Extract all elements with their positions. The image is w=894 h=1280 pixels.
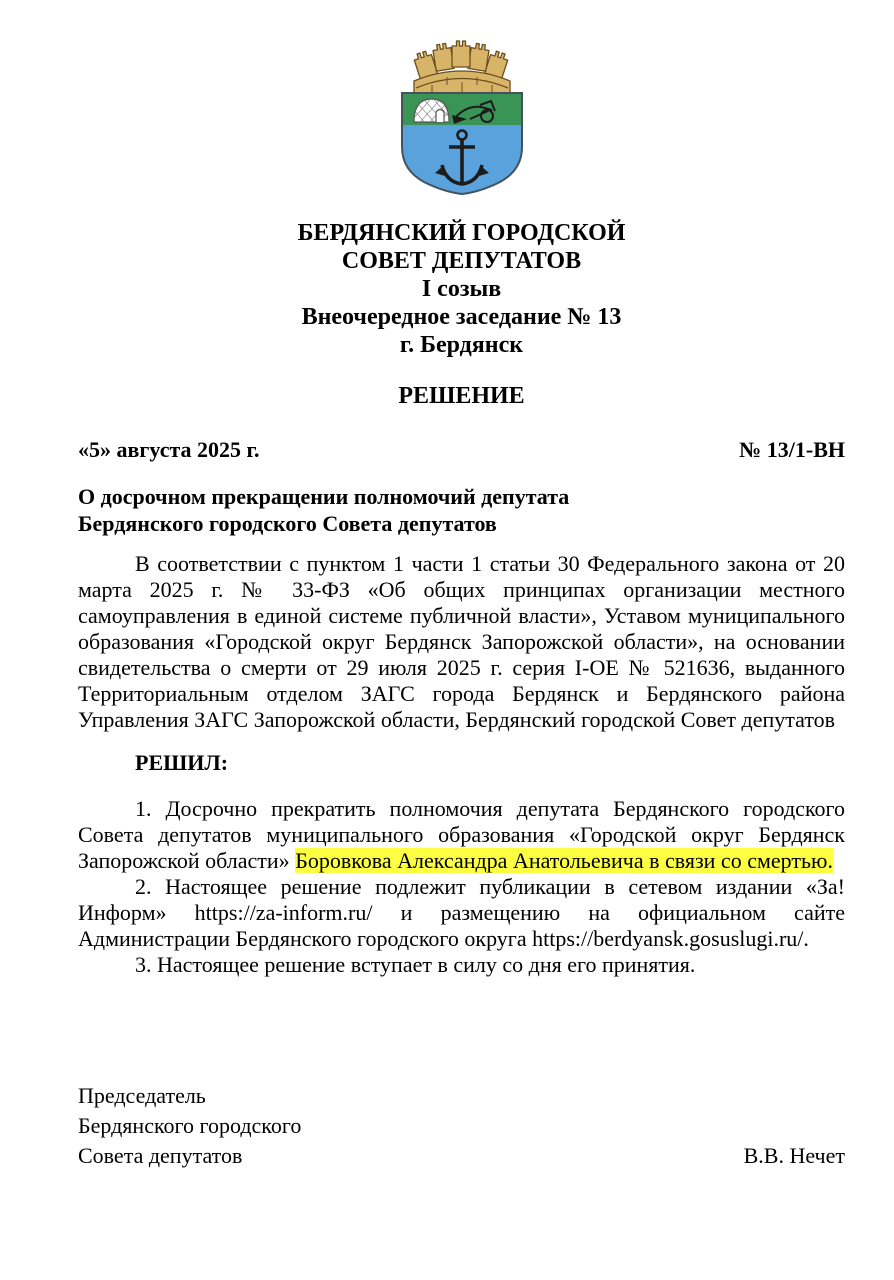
subject-line-1: О досрочном прекращении полномочий депутата xyxy=(78,484,570,509)
signer-position xyxy=(78,1081,301,1171)
document-number: № 13/1-ВН xyxy=(739,437,845,462)
item-1-highlighted-name: Боровкова Александра Анатольевича в связи со смертью. xyxy=(295,848,833,873)
org-header xyxy=(78,219,845,359)
subject-line-2: Бердянского городского Совета депутатов xyxy=(78,511,497,536)
resolution-item-2: 2. Настоящее решение подлежит публикации в сетевом издании «За!Информ» https://za-inform.ru/ и размещению на официальном сайте Администрации Бердянского городского округа https://berdyansk.gosuslugi.ru/. xyxy=(78,874,845,951)
signer-name: В.В. Нечет xyxy=(743,1143,845,1168)
resolved-heading: РЕШИЛ: xyxy=(135,750,229,775)
signer-position-line-1: Председатель xyxy=(78,1083,206,1108)
preamble-paragraph: В соответствии с пунктом 1 части 1 статьи 30 Федерального закона от 20 марта 2025 г. № 33-ФЗ «Об общих принципах организации местного самоуправления в единой системе публичной власти», Уставом муниципального образования «Городской округ Бердянск Запорожской области», на основании свидетельства о смерти от 29 июля 2025 г. серия I-ОЕ № 521636, выданного Территориальным отделом ЗАГС города Бердянск и Бердянского района Управления ЗАГС Запорожской области, Бердянский городской Совет депутатов xyxy=(78,551,845,732)
document-title: РЕШЕНИЕ xyxy=(398,383,525,409)
berdyansk-coat-of-arms-icon xyxy=(392,35,532,195)
session-line: Внеочередное заседание № 13 xyxy=(301,304,622,330)
org-name-line-2: СОВЕТ ДЕПУТАТОВ xyxy=(341,248,582,274)
item-1-text: 1. Досрочно прекратить полномочия депутата Бердянского городского Совета депутатов муниципального образования «Городской округ Бердянск Запорожской области» xyxy=(78,796,845,873)
subject-heading xyxy=(78,483,845,537)
document-date: «5» августа 2025 г. xyxy=(78,437,260,462)
mural-crown-icon xyxy=(412,41,509,95)
city-line: г. Бердянск xyxy=(399,332,524,358)
resolution-item-1 xyxy=(78,796,845,874)
meta-row xyxy=(78,437,845,463)
resolution-item-3: 3. Настоящее решение вступает в силу со дня его принятия. xyxy=(135,952,696,977)
convocation-line: I созыв xyxy=(421,276,502,302)
signer-position-line-3: Совета депутатов xyxy=(78,1143,243,1168)
org-name-line-1: БЕРДЯНСКИЙ ГОРОДСКОЙ xyxy=(297,220,626,246)
signature-block xyxy=(78,1081,845,1171)
signer-position-line-2: Бердянского городского xyxy=(78,1113,302,1138)
